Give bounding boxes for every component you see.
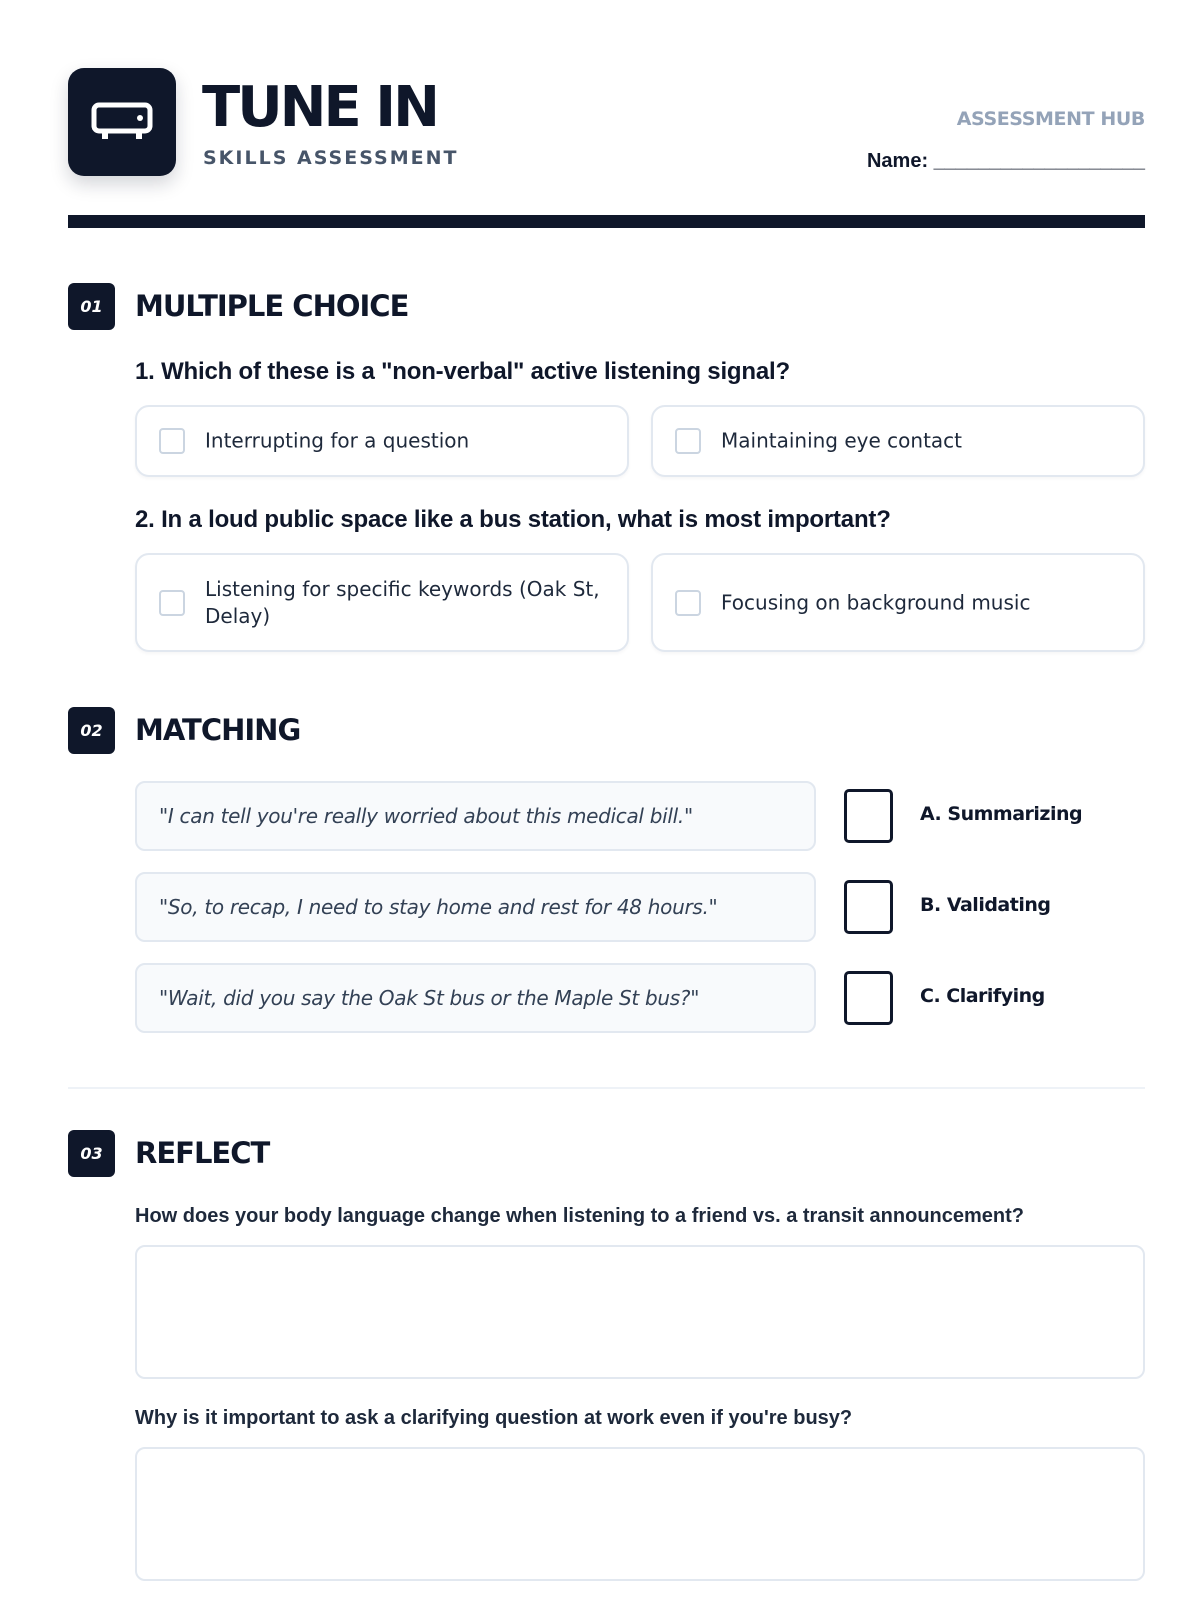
match-answer-box-1[interactable] — [844, 789, 893, 843]
match-answer-box-3[interactable] — [844, 971, 893, 1025]
logo — [68, 68, 176, 176]
brand-subtitle: SKILLS ASSESSMENT — [203, 147, 459, 169]
match-option-a: A. Summarizing — [920, 803, 1083, 825]
section-title: MATCHING — [135, 713, 301, 747]
section-number-badge: 02 — [68, 707, 115, 754]
quote-text: "Wait, did you say the Oak St bus or the Maple St bus?" — [159, 986, 700, 1010]
name-field[interactable]: Name: ___________________ — [866, 150, 1145, 172]
page-header — [68, 68, 1145, 176]
reflect-answer-1[interactable] — [135, 1245, 1145, 1379]
section-divider — [68, 1087, 1145, 1089]
section-title: REFLECT — [135, 1136, 270, 1170]
match-option-c: C. Clarifying — [920, 985, 1045, 1007]
question-2: 2. In a loud public space like a bus station, what is most important? — [135, 506, 891, 533]
reflect-prompt-2: Why is it important to ask a clarifying question at work even if you're busy? — [135, 1407, 853, 1429]
tv-icon — [90, 101, 154, 143]
option-label: Focusing on background music — [721, 590, 1031, 614]
section-number-badge: 01 — [68, 283, 115, 330]
option-label: Maintaining eye contact — [721, 428, 963, 453]
option-1b[interactable] — [651, 405, 1145, 477]
checkbox[interactable] — [675, 428, 701, 454]
quote-text: "I can tell you're really worried about this medical bill." — [159, 804, 693, 828]
match-option-b: B. Validating — [920, 894, 1051, 916]
question-1: 1. Which of these is a "non-verbal" active listening signal? — [135, 358, 790, 385]
section-title: MULTIPLE CHOICE — [135, 289, 409, 323]
option-label: Interrupting for a question — [205, 428, 470, 453]
section-number-badge: 03 — [68, 1130, 115, 1177]
matching-quote-2 — [135, 872, 816, 942]
option-2a[interactable] — [135, 553, 629, 652]
hub-label: ASSESSMENT HUB — [956, 108, 1145, 130]
reflect-prompt-1: How does your body language change when listening to a friend vs. a transit announcement? — [135, 1205, 1025, 1227]
option-label: Listening for specific keywords (Oak St, Delay) — [205, 576, 600, 628]
option-1a[interactable] — [135, 405, 629, 477]
checkbox[interactable] — [159, 428, 185, 454]
reflect-answer-2[interactable] — [135, 1447, 1145, 1581]
option-2b[interactable] — [651, 553, 1145, 652]
match-answer-box-2[interactable] — [844, 880, 893, 934]
header-rule — [68, 215, 1145, 228]
checkbox[interactable] — [675, 590, 701, 616]
matching-quote-3 — [135, 963, 816, 1033]
matching-quote-1 — [135, 781, 816, 851]
checkbox[interactable] — [159, 590, 185, 616]
quote-text: "So, to recap, I need to stay home and rest for 48 hours." — [159, 895, 718, 919]
brand-title: TUNE IN — [202, 75, 437, 140]
